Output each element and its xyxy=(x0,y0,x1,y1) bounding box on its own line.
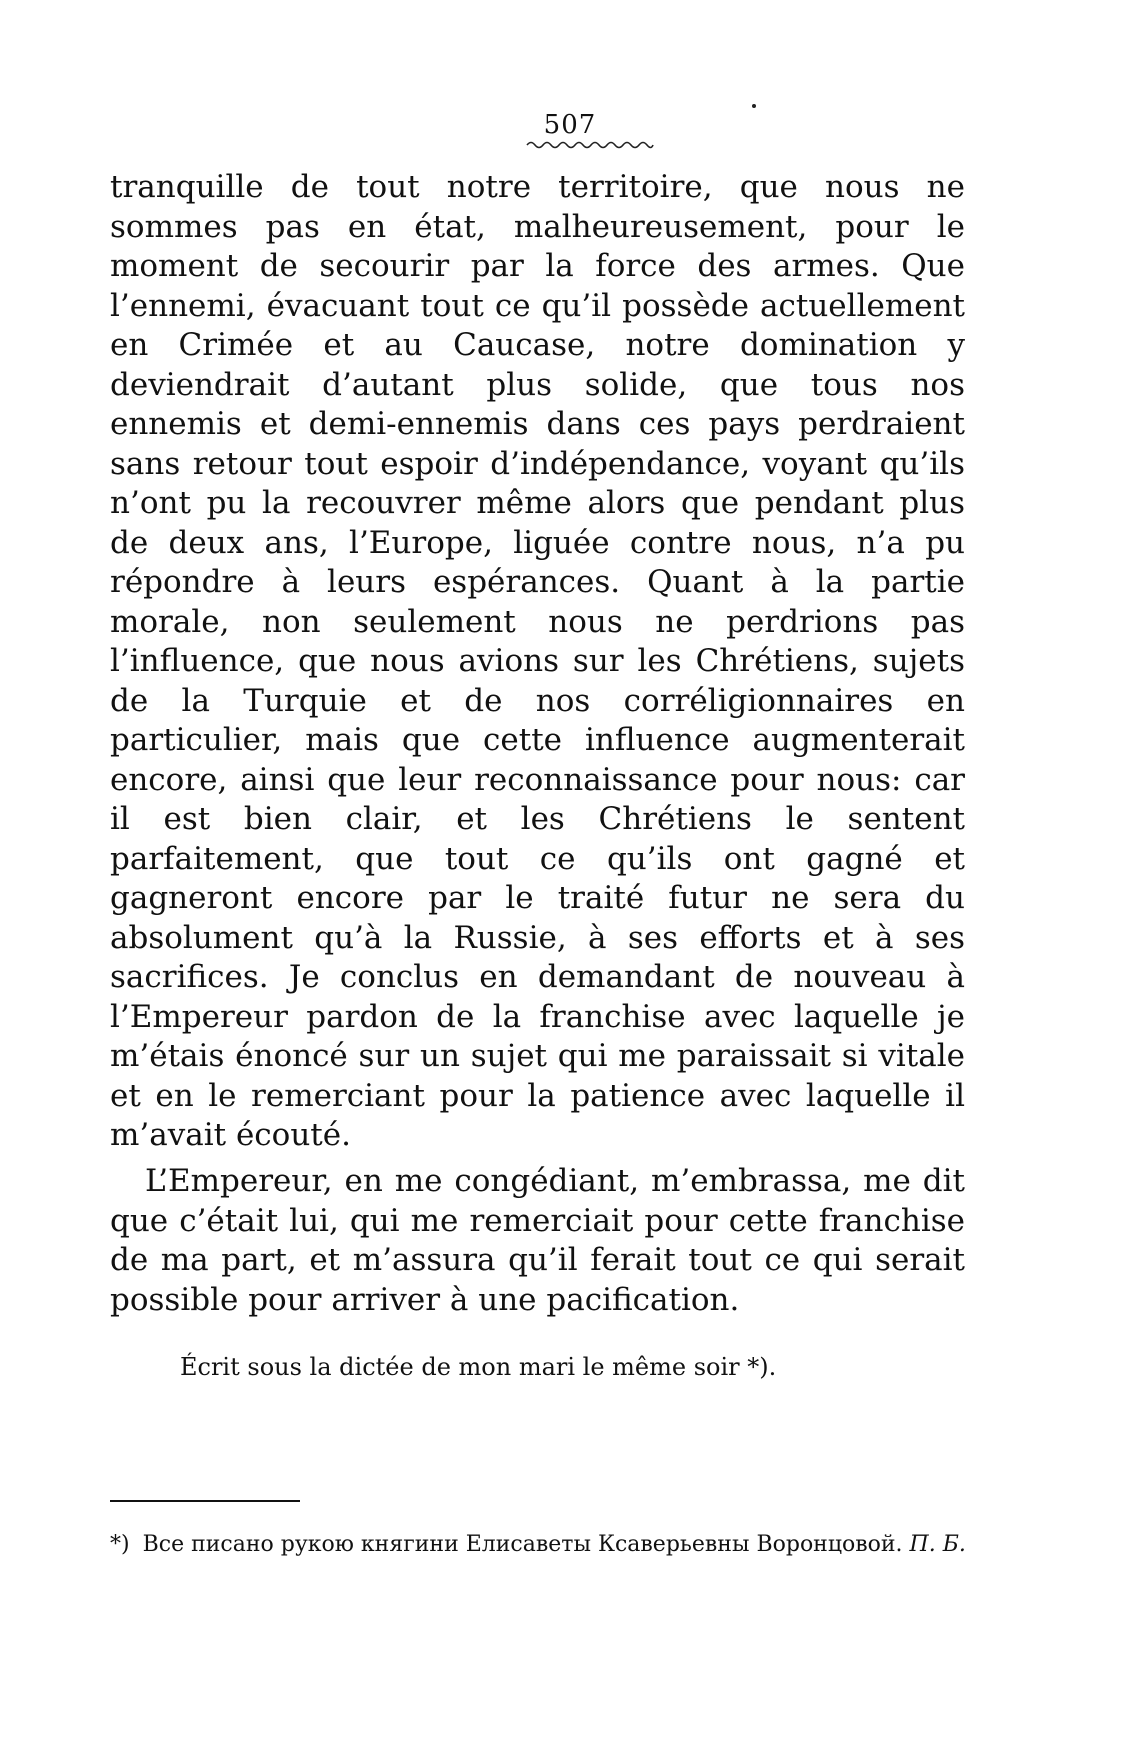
page-number: 507 xyxy=(543,110,597,140)
footnote xyxy=(110,1532,980,1557)
dictation-note: Écrit sous la dictée de mon mari le même soir *). xyxy=(180,1353,777,1381)
wavy-ornament xyxy=(525,138,655,152)
footnote-rule xyxy=(110,1500,300,1502)
body-paragraph-2: L’Empereur, en me congédiant, m’embrassa, me dit que c’était lui, qui me remerciait pour cette franchise de ma part, et m’assura qu’il ferait tout ce qui serait possible pour arriver à une pacification. xyxy=(110,1163,965,1318)
footnote-text: Все писано рукою княгини Елисаветы Ксаверьевны Воронцовой. xyxy=(142,1532,903,1557)
footnote-marker: *) xyxy=(110,1532,130,1557)
footnote-initials: П. Б. xyxy=(909,1532,966,1557)
body-paragraph-1: tranquille de tout notre territoire, que nous ne sommes pas en état, malheureusement, pour le moment de secourir par la force des armes. Que l’ennemi, évacuant tout ce qu’il possède actuellement en Crimée et au Caucase, notre domination y deviendrait d’autant plus solide, que tous nos ennemis et demi-ennemis dans ces pays perdraient sans retour tout espoir d’indépendance, voyant qu’ils n’ont pu la recouvrer même alors que pendant plus de deux ans, l’Europe, liguée contre nous, n’a pu répondre à leurs espérances. Quant à la partie morale, non seulement nous ne perdrions pas l’influence, que nous avions sur les Chrétiens, sujets de la Turquie et de nos corréligionnaires en particulier, mais que cette influence augmenterait encore, ainsi que leur reconnaissance pour nous: car il est bien clair, et les Chrétiens le sentent parfaitement, que tout ce qu’ils ont gagné et gagneront encore par le traité futur ne sera du absolument qu’à la Russie, à ses efforts et à ses sacrifices. Je conclus en demandant de nouveau à l’Empereur pardon de la franchise avec laquelle je m’étais énoncé sur un sujet qui me paraissait si vitale et en le remerciant pour la patience avec laquelle il m’avait écouté. xyxy=(110,169,965,1153)
ink-speck xyxy=(752,104,756,108)
